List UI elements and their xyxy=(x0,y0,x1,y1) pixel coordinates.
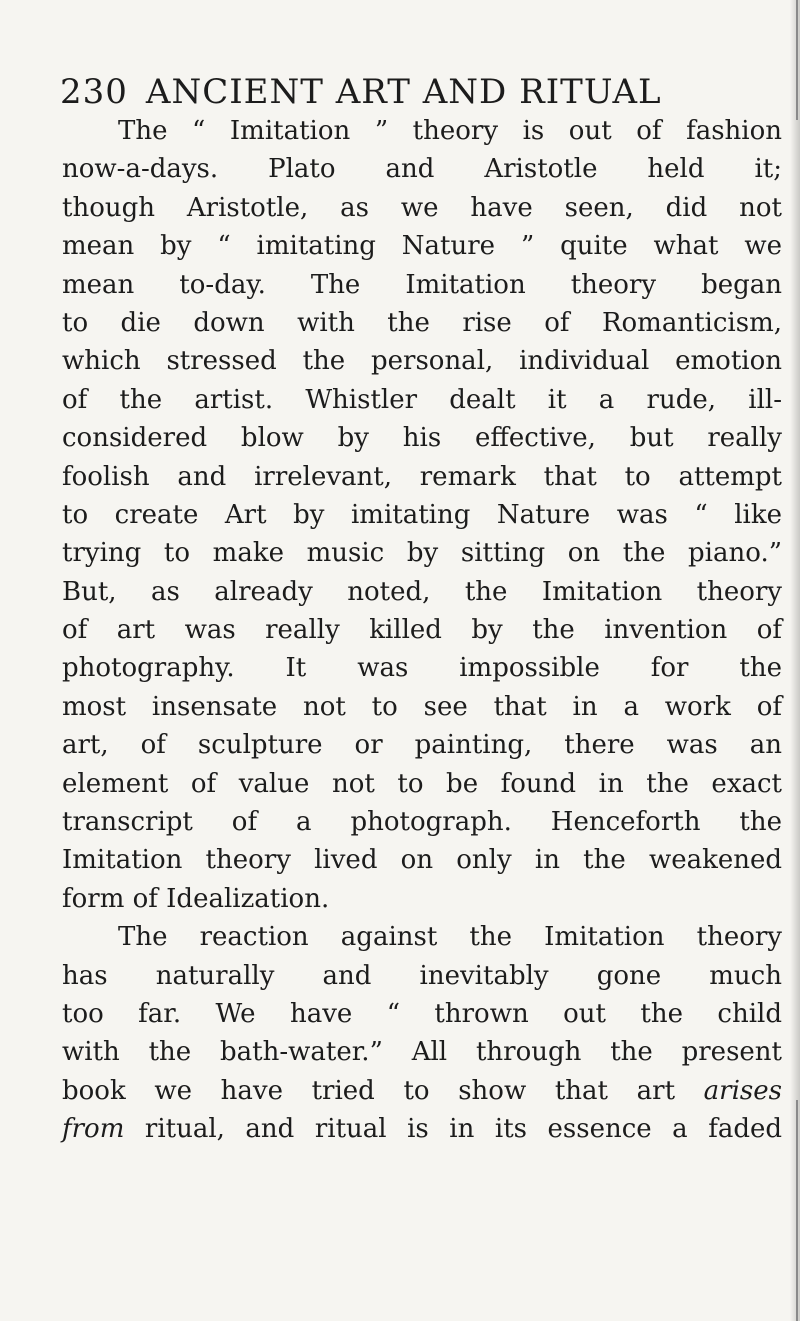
text-line: The “ Imitation ” theory is out of fashion xyxy=(118,116,782,146)
text-line: Imitation theory lived on only in the weakened xyxy=(62,845,782,876)
text-line: with the bath-water.” All through the present xyxy=(62,1037,782,1068)
text-line: element of value not to be found in the exact xyxy=(62,768,782,799)
text-line: transcript of a photograph. Henceforth the xyxy=(62,807,782,838)
text-line: to create Art by imitating Nature was “ like xyxy=(62,499,782,530)
text-line: though Aristotle, as we have seen, did not xyxy=(62,192,782,223)
text-line: mean by “ imitating Nature ” quite what we xyxy=(62,231,782,262)
page-edge-shadow xyxy=(790,0,800,1321)
text-line: art, of sculpture or painting, there was an xyxy=(62,730,782,761)
text-line: has naturally and inevitably gone much xyxy=(62,960,782,991)
text-span: book we have tried to show that art xyxy=(62,1075,676,1106)
text-line xyxy=(62,1072,782,1110)
text-line: photography. It was impossible for the xyxy=(62,653,782,684)
text-line: trying to make music by sitting on the piano.” xyxy=(62,538,782,569)
text-line xyxy=(62,1110,782,1148)
text-line: which stressed the personal, individual emotion xyxy=(62,346,782,377)
chapter-title: ANCIENT ART AND RITUAL xyxy=(145,72,662,112)
page-edge-mark xyxy=(796,1100,798,1321)
running-head xyxy=(60,70,740,114)
emphasis: from xyxy=(62,1114,125,1145)
page-edge-mark xyxy=(796,0,798,120)
emphasis: arises xyxy=(703,1075,782,1106)
text-line: of art was really killed by the invention of xyxy=(62,615,782,646)
text-line: mean to-day. The Imitation theory began xyxy=(62,269,782,300)
text-line: The reaction against the Imitation theory xyxy=(118,922,782,953)
text-line: foolish and irrelevant, remark that to attempt xyxy=(62,461,782,492)
text-line: to die down with the rise of Romanticism, xyxy=(62,307,782,338)
text-line: too far. We have “ thrown out the child xyxy=(62,998,782,1029)
text-span: ritual, and ritual is in its essence a faded xyxy=(144,1114,783,1145)
text-line: now-a-days. Plato and Aristotle held it; xyxy=(62,154,782,185)
text-line: But, as already noted, the Imitation theory xyxy=(62,576,782,607)
page-number: 230 xyxy=(60,72,128,112)
text-line: form of Idealization. xyxy=(62,883,330,914)
text-line: of the artist. Whistler dealt it a rude, ill- xyxy=(62,384,782,415)
text-line: most insensate not to see that in a work of xyxy=(62,691,782,722)
text-line: considered blow by his effective, but really xyxy=(62,423,782,454)
body-text xyxy=(62,112,782,1149)
